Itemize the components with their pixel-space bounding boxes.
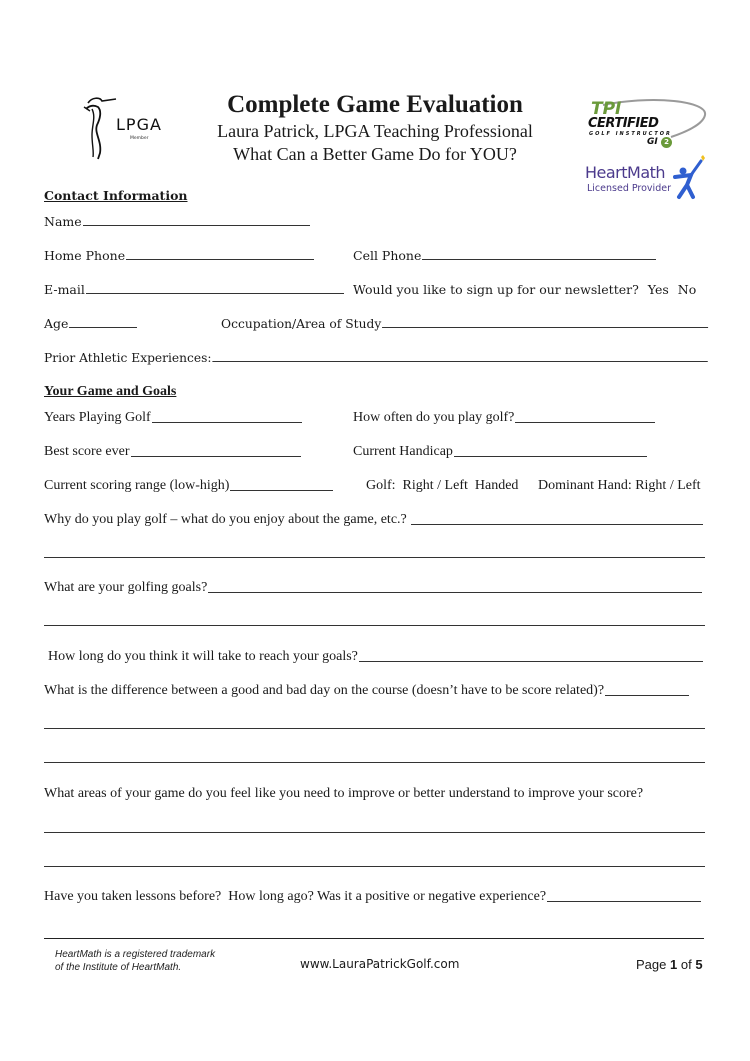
- athletic-row: [44, 350, 708, 365]
- lessons-field[interactable]: [547, 900, 701, 902]
- age-row: [44, 316, 137, 331]
- name-field[interactable]: [83, 224, 310, 226]
- trademark-notice: [55, 948, 215, 974]
- good-bad-day-field-line-3[interactable]: [44, 762, 705, 763]
- tpi-text: TPI: [591, 99, 622, 119]
- name-label: Name: [44, 214, 82, 229]
- website-link[interactable]: www.LauraPatrickGolf.com: [300, 957, 460, 971]
- occupation-row: [221, 316, 708, 331]
- tpi-certified-text: CERTIFIED: [588, 116, 659, 131]
- lessons-question: Have you taken lessons before? How long ago? Was it a positive or negative experience?: [44, 889, 547, 904]
- tpi-level-badge: 2: [661, 137, 672, 148]
- trademark-line-1: HeartMath is a registered trademark: [55, 949, 216, 960]
- lpga-text: LPGA: [116, 115, 162, 134]
- athletic-experiences-label: Prior Athletic Experiences:: [44, 350, 212, 365]
- newsletter-no-option[interactable]: No: [677, 282, 697, 297]
- best-score-label: Best score ever: [44, 444, 130, 459]
- years-row: [44, 410, 302, 426]
- dominant-hand-options[interactable]: Dominant Hand: Right / Left: [538, 478, 701, 493]
- heartmath-logo: [585, 155, 715, 205]
- improve-areas-field-line-1[interactable]: [44, 832, 705, 833]
- age-field[interactable]: [69, 326, 137, 328]
- why-play-field[interactable]: [411, 523, 703, 525]
- footer-divider: [44, 938, 704, 939]
- tpi-level-text: GI: [647, 137, 658, 147]
- improve-areas-question: What areas of your game do you feel like you need to improve or better understand to improve your score?: [44, 786, 644, 801]
- years-playing-label: Years Playing Golf: [44, 410, 151, 425]
- page-current: 1: [670, 957, 678, 972]
- page-tagline: What Can a Better Game Do for YOU?: [233, 144, 517, 164]
- tpi-certified-logo: [583, 97, 713, 147]
- handicap-field[interactable]: [454, 455, 647, 457]
- page-of: of: [680, 957, 692, 972]
- email-row: [44, 282, 344, 297]
- newsletter-question: Would you like to sign up for our newsletter?: [353, 282, 639, 297]
- golfing-goals-field[interactable]: [208, 591, 702, 593]
- lessons-row: [44, 889, 701, 905]
- why-play-field-line-2[interactable]: [44, 557, 705, 558]
- cell-phone-field[interactable]: [422, 258, 656, 260]
- heartmath-licensed-provider: Licensed Provider: [587, 183, 671, 194]
- cell-phone-label: Cell Phone: [353, 248, 422, 263]
- email-field[interactable]: [86, 292, 344, 294]
- name-row: [44, 214, 310, 229]
- contact-heading-row: [44, 188, 188, 203]
- why-play-question: Why do you play golf – what do you enjoy about the game, etc.?: [44, 512, 407, 527]
- difference-row: [44, 683, 689, 699]
- page-title: Complete Game Evaluation: [227, 91, 523, 118]
- lpga-member-text: Member: [130, 136, 149, 141]
- handicap-row: [353, 444, 647, 460]
- golfing-goals-question: What are your golfing goals?: [44, 580, 208, 595]
- handicap-label: Current Handicap: [353, 444, 453, 459]
- occupation-label: Occupation/Area of Study: [221, 316, 382, 331]
- dominant-hand-row: [538, 478, 701, 494]
- how-long-row: [48, 649, 703, 665]
- newsletter-yes-option[interactable]: Yes: [647, 282, 669, 297]
- good-bad-day-question: What is the difference between a good and bad day on the course (doesn’t have to be score related)?: [44, 683, 605, 698]
- how-often-label: How often do you play golf?: [353, 410, 515, 425]
- good-bad-day-field-line-2[interactable]: [44, 728, 705, 729]
- how-often-field[interactable]: [515, 421, 655, 423]
- occupation-field[interactable]: [382, 326, 708, 328]
- athletic-experiences-field[interactable]: [213, 360, 708, 362]
- heartmath-name: HeartMath: [585, 163, 666, 182]
- best-score-row: [44, 444, 301, 460]
- improve-areas-field-line-2[interactable]: [44, 866, 705, 867]
- good-bad-day-field[interactable]: [605, 694, 689, 696]
- cell-phone-row: [353, 248, 656, 263]
- game-goals-heading: Your Game and Goals: [44, 384, 177, 399]
- how-long-field[interactable]: [359, 660, 703, 662]
- scoring-range-row: [44, 478, 333, 494]
- email-label: E-mail: [44, 282, 85, 297]
- tpi-golf-instructor-text: GOLF INSTRUCTOR: [589, 131, 672, 137]
- golfing-goals-field-line-2[interactable]: [44, 625, 705, 626]
- page-number: [636, 957, 703, 972]
- how-long-question: How long do you think it will take to reach your goals?: [48, 649, 358, 664]
- home-phone-field[interactable]: [126, 258, 314, 260]
- how-often-row: [353, 410, 655, 426]
- scoring-range-field[interactable]: [230, 489, 333, 491]
- age-label: Age: [44, 316, 69, 331]
- document-header: [190, 90, 560, 166]
- lpga-logo: [80, 95, 170, 165]
- page-subtitle: Laura Patrick, LPGA Teaching Professional: [217, 121, 533, 141]
- game-heading-row: [44, 384, 176, 400]
- home-phone-row: [44, 248, 314, 263]
- trademark-line-2: of the Institute of HeartMath.: [55, 962, 182, 973]
- goals-row: [44, 580, 702, 596]
- contact-information-heading: Contact Information: [44, 188, 188, 203]
- areas-row: [44, 786, 643, 802]
- home-phone-label: Home Phone: [44, 248, 126, 263]
- page-total: 5: [695, 957, 703, 972]
- best-score-field[interactable]: [131, 455, 301, 457]
- page-prefix: Page: [636, 957, 667, 972]
- scoring-range-label: Current scoring range (low-high): [44, 478, 230, 493]
- newsletter-row: [353, 282, 696, 297]
- why-play-row: [44, 512, 703, 528]
- golfer-silhouette-icon: [80, 95, 120, 161]
- golf-hand-row: [366, 478, 518, 494]
- years-playing-field[interactable]: [152, 421, 302, 423]
- golf-handedness-options[interactable]: Golf: Right / Left Handed: [366, 478, 519, 493]
- person-reaching-icon: [673, 153, 709, 203]
